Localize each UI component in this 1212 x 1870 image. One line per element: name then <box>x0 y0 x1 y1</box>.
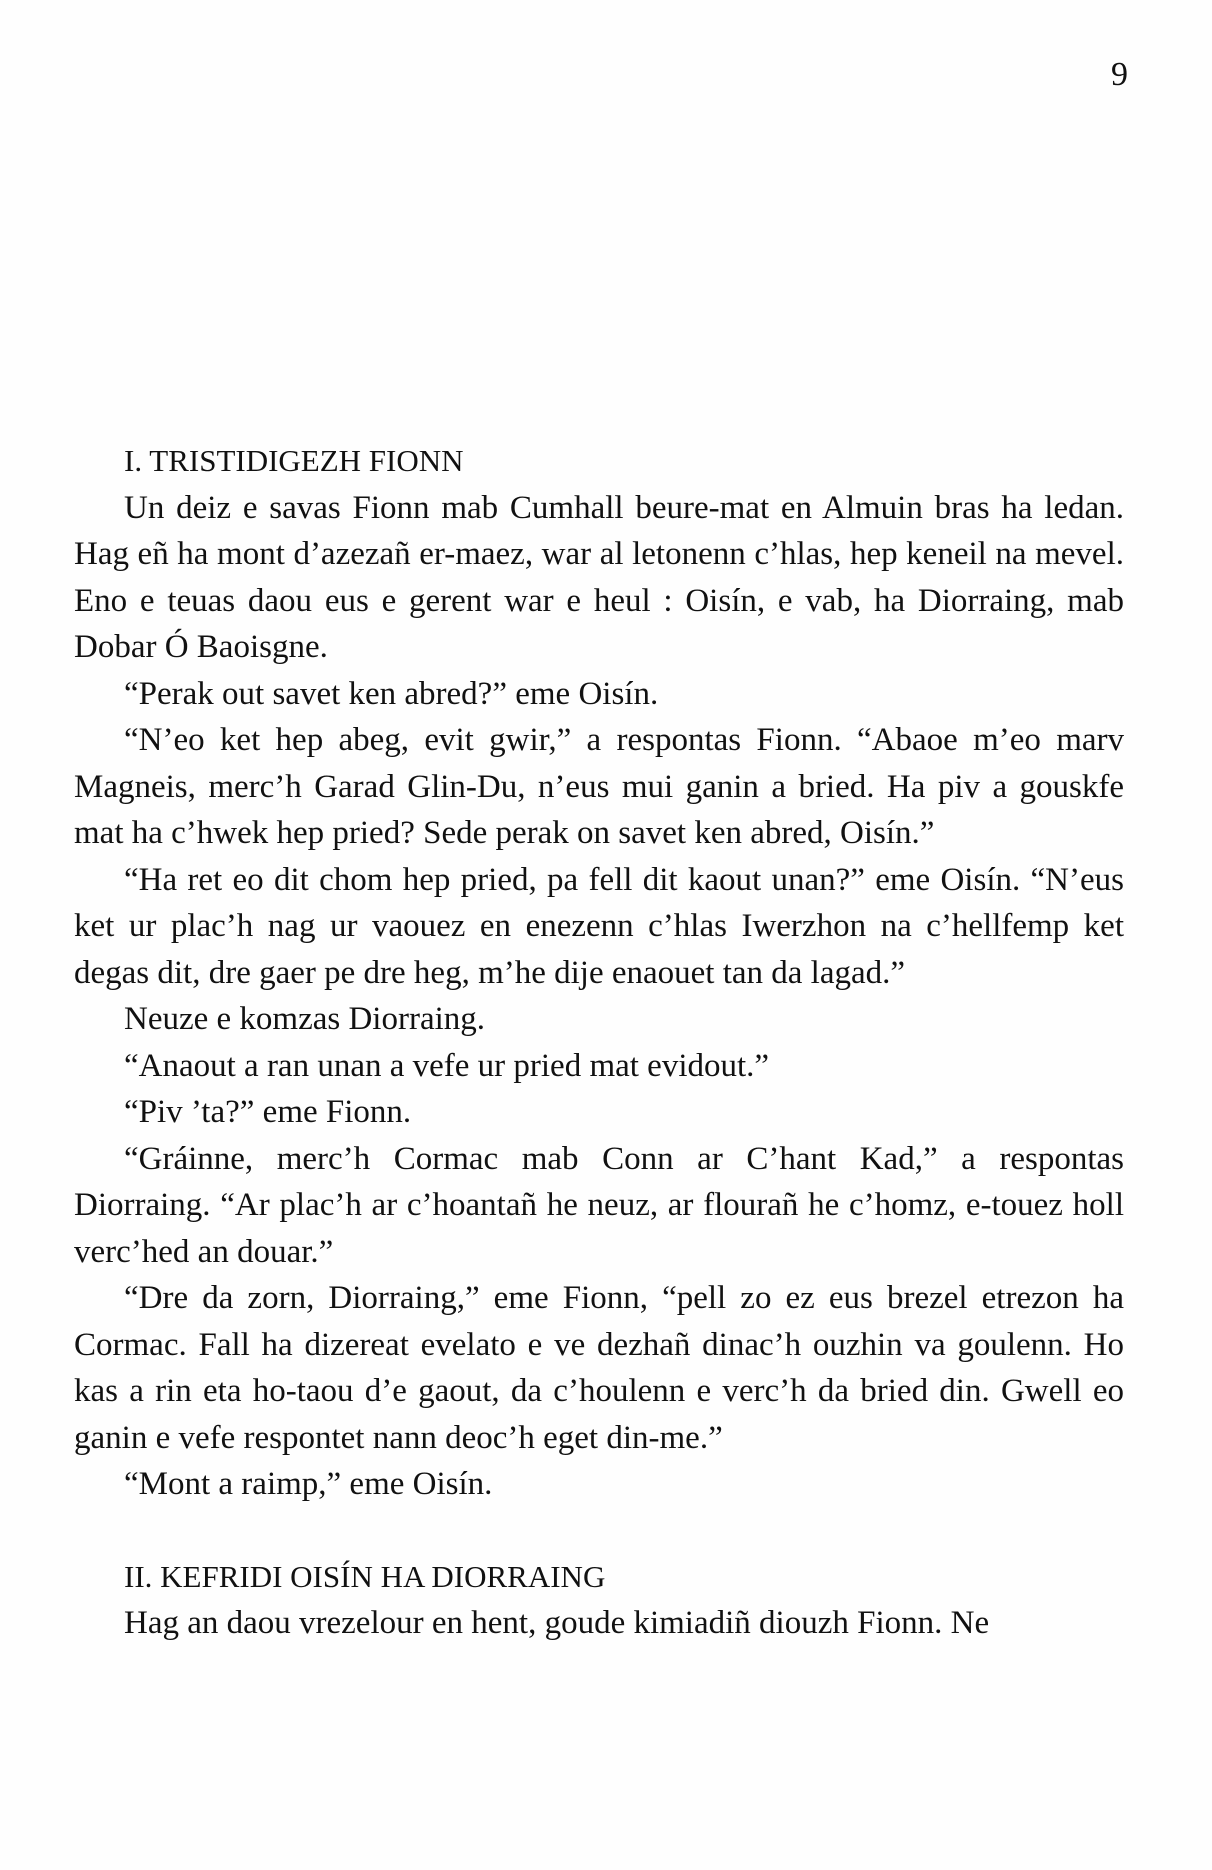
section-title: I. TRISTIDIGEZH FIONN <box>124 443 464 478</box>
paragraph: “Gráinne, merc’h Cormac mab Conn ar C’hant Kad,” a respontas Diorraing. “Ar plac’h ar c’hoantañ he neuz, ar flourañ he c’homz, e-touez holl verc’hed an douar.” <box>74 1140 1124 1270</box>
paragraph: “Mont a raimp,” eme Oisín. <box>124 1466 493 1502</box>
section-title: II. KEFRIDI OISÍN HA DIORRAING <box>124 1558 606 1594</box>
section-gap <box>74 1508 1124 1554</box>
page-number: 9 <box>1111 56 1128 93</box>
paragraph: “Ha ret eo dit chom hep pried, pa fell dit kaout unan?” eme Oisín. “N’eus ket ur plac’h nag ur vaouez en enezenn c’hlas Iwerzhon na c’hellfemp ket degas dit, dre gaer pe dre heg, m’he dije enaouet tan da lagad.” <box>74 861 1124 991</box>
paragraph: “Piv ’ta?” eme Fionn. <box>124 1094 412 1130</box>
paragraph: “Dre da zorn, Diorraing,” eme Fionn, “pell zo ez eus brezel etrezon ha Cormac. Fall ha dizereat evelato e ve dezhañ dinac’h ouzhin va goulenn. Ho kas a rin eta ho-taou d’e gaout, da c’houlenn e verc’h da bried din. Gwell eo ganin e vefe respontet nann deoc’h eget din-me.” <box>74 1280 1124 1456</box>
page-content <box>74 438 1124 1647</box>
paragraph: “Anaout a ran unan a vefe ur pried mat evidout.” <box>124 1047 770 1084</box>
paragraph: Un deiz e savas Fionn mab Cumhall beure-mat en Almuin bras ha ledan. Hag eñ ha mont d’azezañ er-maez, war al letonenn c’hlas, hep keneil na mevel. Eno e teuas daou eus e gerent war e heul : Oisín, e vab, ha Diorraing, mab Dobar Ó Baoisgne. <box>74 489 1124 665</box>
paragraph: Hag an daou vrezelour en hent, goude kimiadiñ diouzh Fionn. Ne <box>124 1605 990 1641</box>
paragraph: “N’eo ket hep abeg, evit gwir,” a respontas Fionn. “Abaoe m’eo marv Magneis, merc’h Garad Glin-Du, n’eus mui ganin a bried. Ha piv a gouskfe mat ha c’hwek hep pried? Sede perak on savet ken abred, Oisín.” <box>74 722 1124 851</box>
paragraph: “Perak out savet ken abred?” eme Oisín. <box>124 675 659 712</box>
paragraph: Neuze e komzas Diorraing. <box>124 1001 486 1037</box>
